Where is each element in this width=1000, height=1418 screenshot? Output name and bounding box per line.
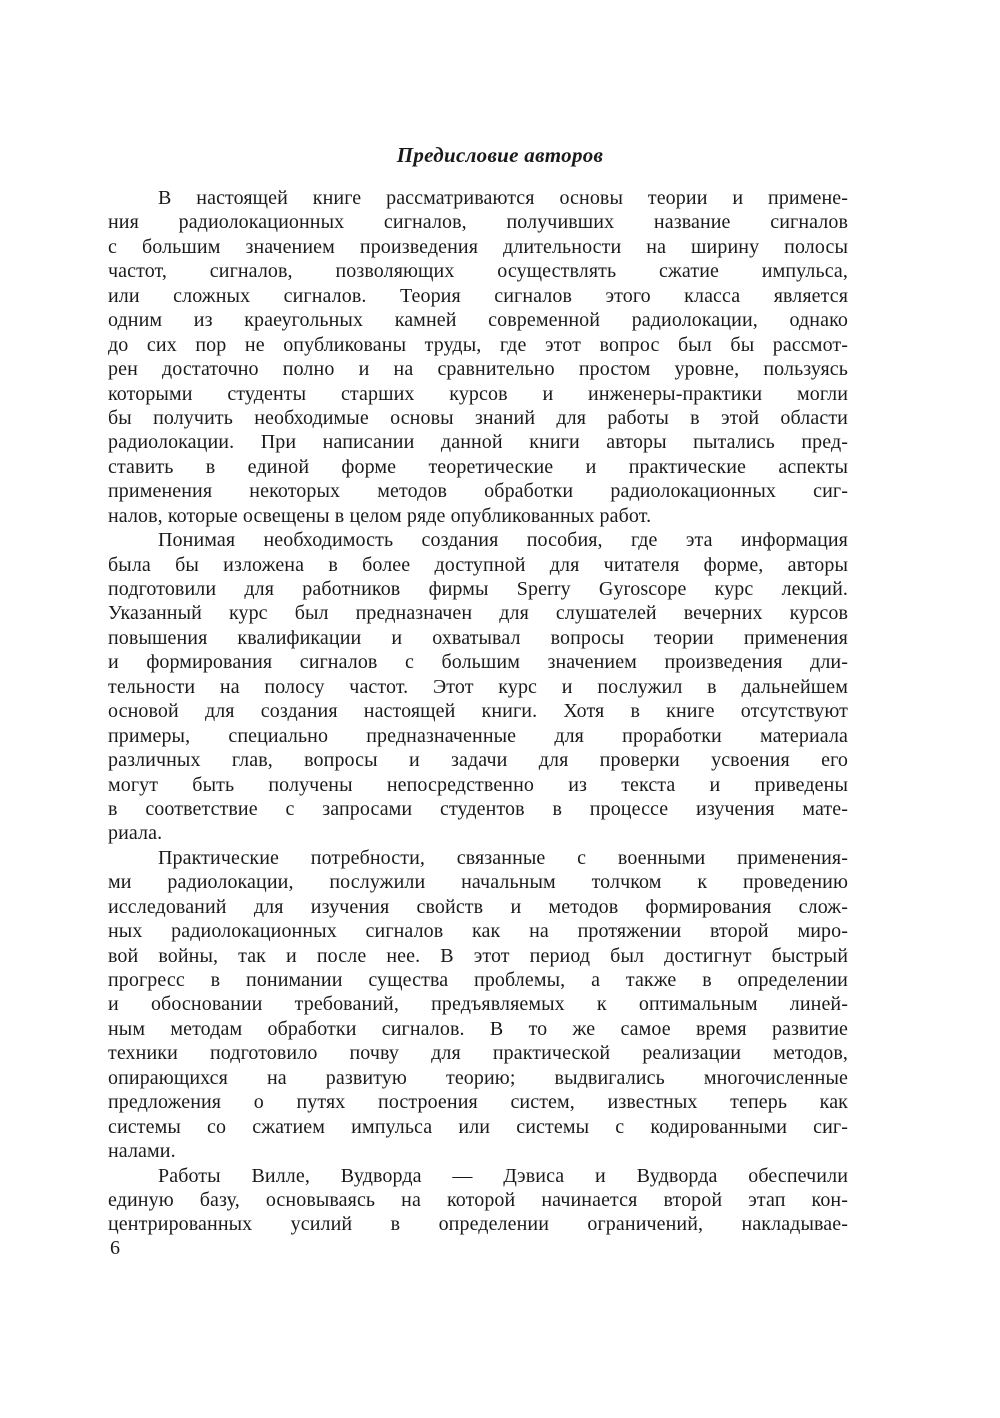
text-line: с большим значением произведения длительности на ширину полосы xyxy=(108,235,848,258)
body-text xyxy=(108,186,848,1237)
text-line: или сложных сигналов. Теория сигналов этого класса является xyxy=(108,284,848,307)
text-line: подготовили для работников фирмы Sperry Gyroscope курс лекций. xyxy=(108,578,848,600)
text-line: ных радиолокационных сигналов как на протяжении второй миро- xyxy=(108,920,848,943)
text-line: налов, которые освещены в целом ряде опубликованных работ. xyxy=(108,504,652,527)
text-line: ставить в единой форме теоретические и практические аспекты xyxy=(108,455,848,478)
text-line: прогресс в понимании существа проблемы, а также в определении xyxy=(108,969,848,991)
text-line: ным методам обработки сигналов. В то же самое время развитие xyxy=(108,1017,848,1040)
text-line: и обосновании требований, предъявляемых к оптимальным линей- xyxy=(108,993,848,1016)
text-line: различных глав, вопросы и задачи для проверки усвоения его xyxy=(108,749,848,772)
text-line: предложения о путях построения систем, известных теперь как xyxy=(108,1091,848,1114)
text-line: и формирования сигналов с большим значением произведения дли- xyxy=(108,651,848,674)
text-line: ния радиолокационных сигналов, получивших название сигналов xyxy=(108,211,848,234)
text-line: радиолокации. При написании данной книги авторы пытались пред- xyxy=(108,431,848,454)
text-line: Указанный курс был предназначен для слушателей вечерних курсов xyxy=(108,602,848,625)
text-line: Практические потребности, связанные с военными применения- xyxy=(158,846,848,869)
text-line: центрированных усилий в определении ограничений, накладывае- xyxy=(108,1213,848,1236)
text-line: применения некоторых методов обработки радиолокационных сиг- xyxy=(108,480,848,503)
text-line: частот, сигналов, позволяющих осуществлять сжатие импульса, xyxy=(108,260,848,283)
text-line: рен достаточно полно и на сравнительно простом уровне, пользуясь xyxy=(108,358,848,381)
page-number: 6 xyxy=(110,1237,120,1259)
text-line: единую базу, основываясь на которой начинается второй этап кон- xyxy=(108,1188,848,1211)
text-line: основой для создания настоящей книги. Хотя в книге отсутствуют xyxy=(108,700,848,723)
text-line: тельности на полосу частот. Этот курс и послужил в дальнейшем xyxy=(108,675,848,698)
text-line: системы со сжатием импульса или системы с кодированными сиг- xyxy=(108,1115,848,1138)
text-line: одним из краеугольных камней современной радиолокации, однако xyxy=(108,309,848,332)
text-line: техники подготовило почву для практической реализации методов, xyxy=(108,1042,848,1065)
text-line: исследований для изучения свойств и методов формирования слож- xyxy=(108,895,848,918)
text-line: которыми студенты старших курсов и инженеры-практики могли xyxy=(108,382,848,405)
text-line: Понимая необходимость создания пособия, где эта информация xyxy=(158,529,848,552)
text-line: В настоящей книге рассматриваются основы теории и примене- xyxy=(158,187,848,209)
text-line: была бы изложена в более доступной для читателя форме, авторы xyxy=(108,553,848,576)
text-line: примеры, специально предназначенные для проработки материала xyxy=(108,724,848,747)
text-line: вой войны, так и после нее. В этот период был достигнут быстрый xyxy=(108,944,848,967)
text-line: налами. xyxy=(108,1140,176,1163)
text-line: до сих пор не опубликованы труды, где этот вопрос был бы рассмот- xyxy=(108,333,848,356)
page-title: Предисловие авторов xyxy=(396,143,604,167)
text-line: повышения квалификации и охватывал вопросы теории применения xyxy=(108,626,848,649)
text-line: бы получить необходимые основы знаний для работы в этой области xyxy=(108,406,848,429)
text-line: ми радиолокации, послужили начальным толчком к проведению xyxy=(108,871,848,894)
text-line: Работы Вилле, Вудворда — Дэвиса и Вудворда обеспечили xyxy=(158,1164,848,1187)
text-line: опирающихся на развитую теорию; выдвигались многочисленные xyxy=(108,1066,848,1089)
text-line: могут быть получены непосредственно из текста и приведены xyxy=(108,773,848,796)
text-line: в соответствие с запросами студентов в процессе изучения мате- xyxy=(108,797,848,820)
text-line: риала. xyxy=(108,822,163,845)
